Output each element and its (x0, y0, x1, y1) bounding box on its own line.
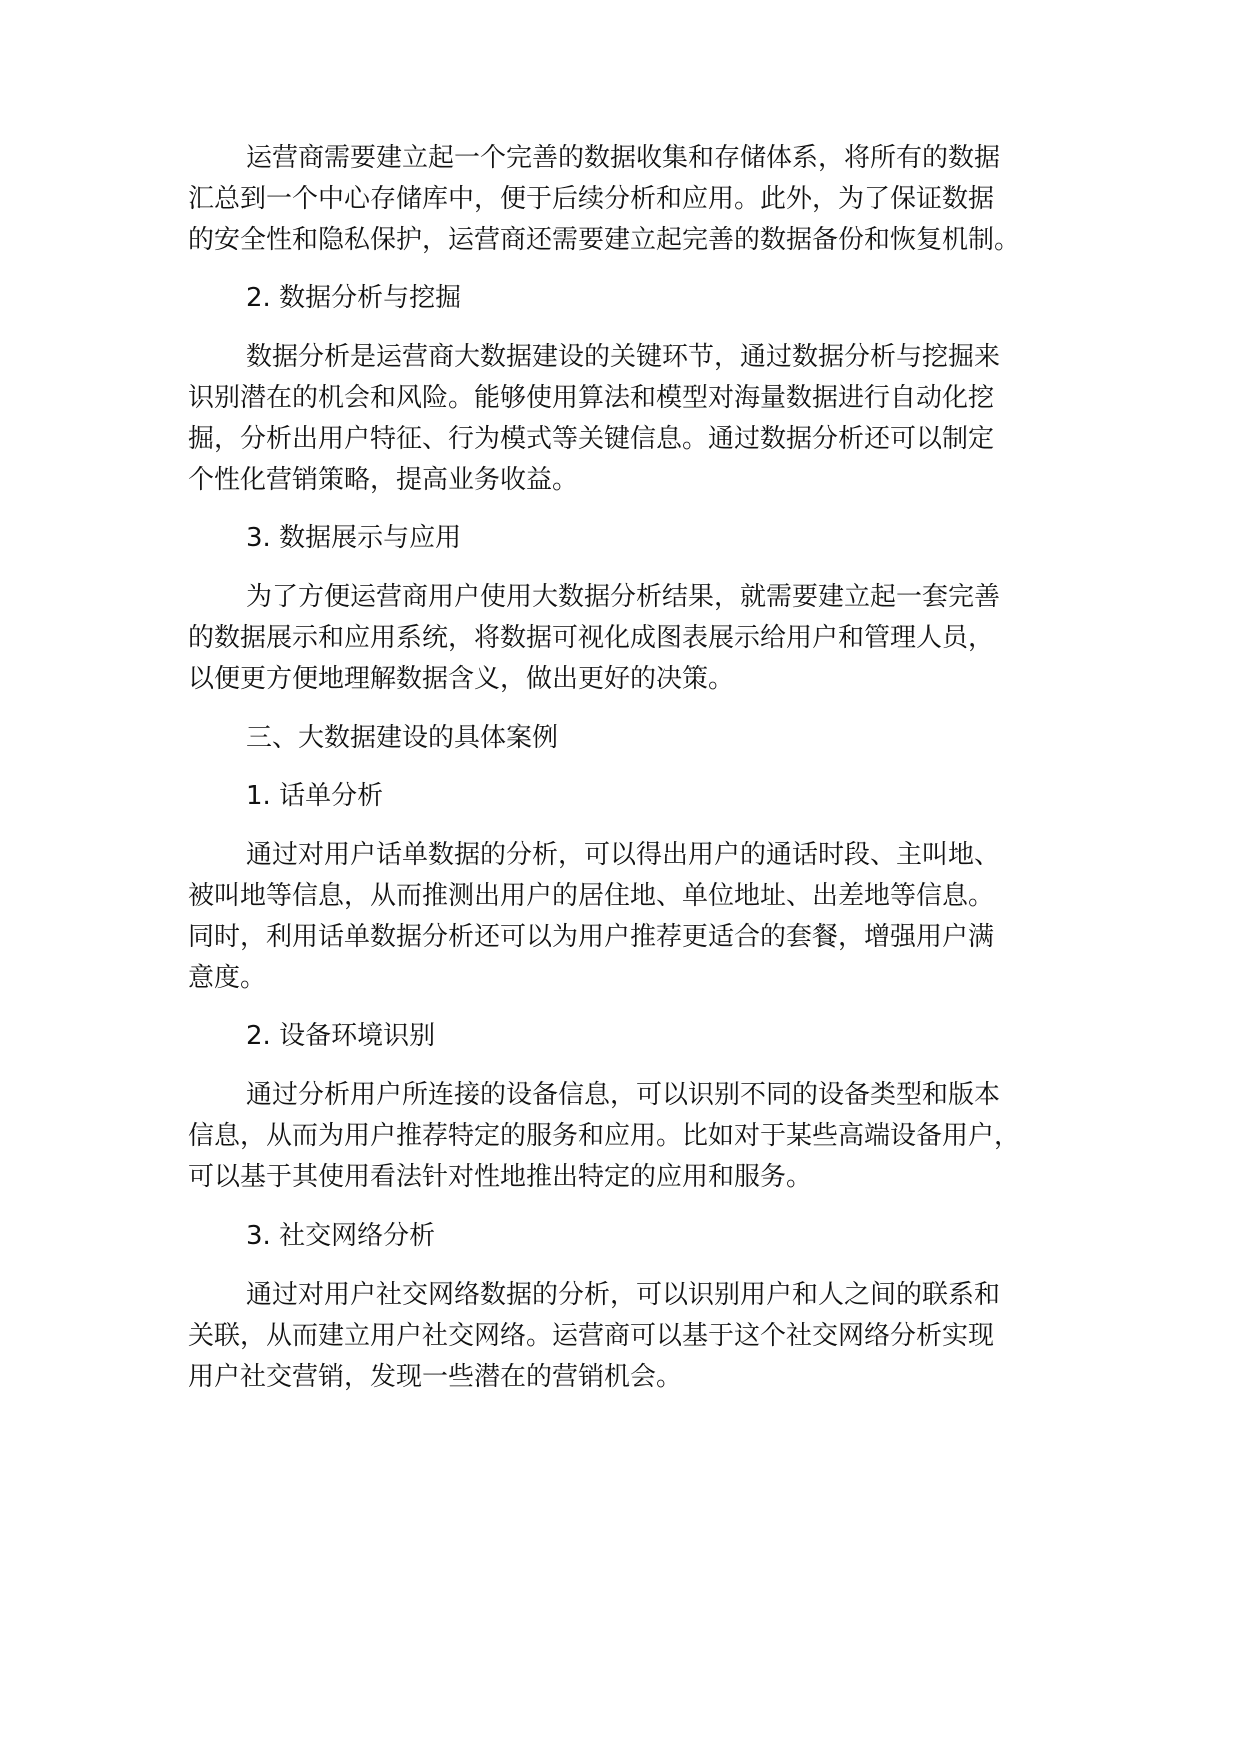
paragraph-line: 的安全性和隐私保护，运营商还需要建立起完善的数据备份和恢复机制。 (188, 225, 1021, 255)
paragraph-line: 个性化营销策略，提高业务收益。 (188, 465, 579, 495)
paragraph-line: 数据分析是运营商大数据建设的关键环节，通过数据分析与挖掘来 (246, 342, 1001, 372)
paragraph-line: 通过分析用户所连接的设备信息，可以识别不同的设备类型和版本 (246, 1080, 1001, 1110)
paragraph-line: 信息，从而为用户推荐特定的服务和应用。比如对于某些高端设备用户， (188, 1121, 1021, 1151)
paragraph-line: 识别潜在的机会和风险。能够使用算法和模型对海量数据进行自动化挖 (188, 383, 995, 413)
paragraph-line: 可以基于其使用看法针对性地推出特定的应用和服务。 (188, 1162, 813, 1192)
paragraph-line: 汇总到一个中心存储库中，便于后续分析和应用。此外，为了保证数据 (188, 184, 995, 214)
paragraph-line: 同时，利用话单数据分析还可以为用户推荐更适合的套餐，增强用户满 (188, 922, 995, 952)
paragraph-line: 掘，分析出用户特征、行为模式等关键信息。通过数据分析还可以制定 (188, 424, 995, 454)
paragraph-line: 意度。 (188, 963, 267, 993)
section-heading: 3. 数据展示与应用 (246, 523, 462, 553)
section-heading: 1. 话单分析 (246, 781, 384, 811)
paragraph-line: 以便更方便地理解数据含义，做出更好的决策。 (188, 664, 735, 694)
paragraph-line: 的数据展示和应用系统，将数据可视化成图表展示给用户和管理人员， (188, 623, 995, 653)
chapter-heading: 三、大数据建设的具体案例 (246, 723, 559, 753)
paragraph-line: 用户社交营销，发现一些潜在的营销机会。 (188, 1362, 683, 1392)
section-heading: 2. 设备环境识别 (246, 1021, 436, 1051)
section-heading: 3. 社交网络分析 (246, 1221, 436, 1251)
paragraph-line: 运营商需要建立起一个完善的数据收集和存储体系，将所有的数据 (246, 143, 1001, 173)
paragraph-line: 通过对用户话单数据的分析，可以得出用户的通话时段、主叫地、 (246, 840, 1001, 870)
paragraph-line: 通过对用户社交网络数据的分析，可以识别用户和人之间的联系和 (246, 1280, 1001, 1310)
paragraph-line: 被叫地等信息，从而推测出用户的居住地、单位地址、出差地等信息。 (188, 881, 995, 911)
paragraph-line: 关联，从而建立用户社交网络。运营商可以基于这个社交网络分析实现 (188, 1321, 995, 1351)
paragraph-line: 为了方便运营商用户使用大数据分析结果，就需要建立起一套完善 (246, 582, 1001, 612)
section-heading: 2. 数据分析与挖掘 (246, 283, 462, 313)
